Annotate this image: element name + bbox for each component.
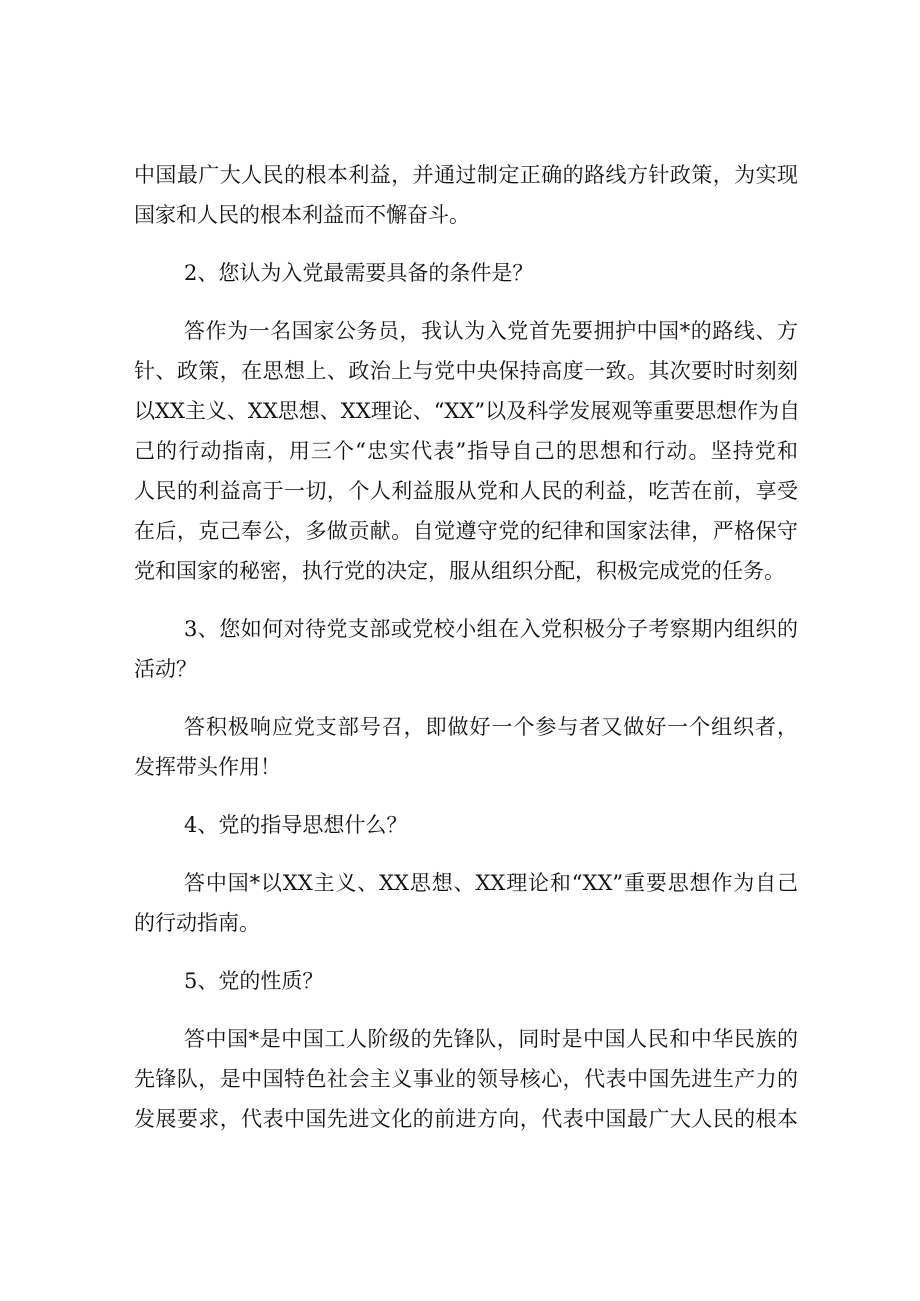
text-line: 先锋队，是中国特色社会主义事业的领导核心，代表中国先进生产力的 bbox=[134, 1067, 798, 1091]
paragraph-a2 bbox=[134, 311, 801, 591]
paragraph-gap bbox=[134, 943, 798, 961]
text-line: 答中国*以XX主义、XX思想、XX理论和“XX”重要思想作为自己 bbox=[184, 871, 798, 895]
paragraph-a5 bbox=[134, 1019, 798, 1139]
text-line: 5、党的性质？ bbox=[184, 969, 324, 993]
text-line: 以XX主义、XX思想、XX理论、“XX”以及科学发展观等重要思想作为自 bbox=[134, 399, 801, 423]
paragraph-q5 bbox=[134, 961, 798, 1001]
paragraph-a4 bbox=[134, 863, 798, 943]
text-line: 活动？ bbox=[134, 657, 197, 681]
paragraph-q3 bbox=[134, 609, 798, 689]
paragraph-cont bbox=[134, 155, 798, 235]
text-line: 3、您如何对待党支部或党校小组在入党积极分子考察期内组织的 bbox=[184, 617, 798, 641]
paragraph-gap bbox=[134, 1001, 798, 1019]
text-line: 发挥带头作用！ bbox=[134, 755, 281, 779]
text-line: 发展要求，代表中国先进文化的前进方向，代表中国最广大人民的根本 bbox=[134, 1107, 798, 1131]
text-line: 党和国家的秘密，执行党的决定，服从组织分配，积极完成党的任务。 bbox=[134, 559, 785, 583]
text-line: 中国最广大人民的根本利益，并通过制定正确的路线方针政策，为实现 bbox=[134, 163, 798, 187]
text-line: 在后，克己奉公，多做贡献。自觉遵守党的纪律和国家法律，严格保守 bbox=[134, 519, 798, 543]
text-line: 己的行动指南，用三个“忠实代表”指导自己的思想和行动。坚持党和 bbox=[134, 439, 798, 463]
text-line: 4、党的指导思想什么？ bbox=[184, 813, 408, 837]
paragraph-gap bbox=[134, 787, 798, 805]
paragraph-a3 bbox=[134, 707, 798, 787]
text-line: 国家和人民的根本利益而不懈奋斗。 bbox=[134, 203, 470, 227]
paragraph-gap bbox=[134, 689, 798, 707]
paragraph-gap bbox=[134, 591, 798, 609]
text-line: 答中国*是中国工人阶级的先锋队，同时是中国人民和中华民族的 bbox=[184, 1027, 798, 1051]
text-line: 针、政策，在思想上、政治上与党中央保持高度一致。其次要时时刻刻 bbox=[134, 359, 798, 383]
text-line: 答积极响应党支部号召，即做好一个参与者又做好一个组织者， bbox=[184, 715, 798, 739]
paragraph-gap bbox=[134, 293, 798, 311]
paragraph-q4 bbox=[134, 805, 798, 845]
paragraph-q2 bbox=[134, 253, 798, 293]
document-page bbox=[134, 155, 801, 1139]
text-line: 人民的利益高于一切，个人利益服从党和人民的利益，吃苦在前，享受 bbox=[134, 479, 798, 503]
paragraph-gap bbox=[134, 235, 798, 253]
paragraph-gap bbox=[134, 845, 798, 863]
text-line: 答作为一名国家公务员，我认为入党首先要拥护中国*的路线、方 bbox=[184, 319, 798, 343]
text-line: 2、您认为入党最需要具备的条件是？ bbox=[184, 261, 534, 285]
text-line: 的行动指南。 bbox=[134, 911, 260, 935]
